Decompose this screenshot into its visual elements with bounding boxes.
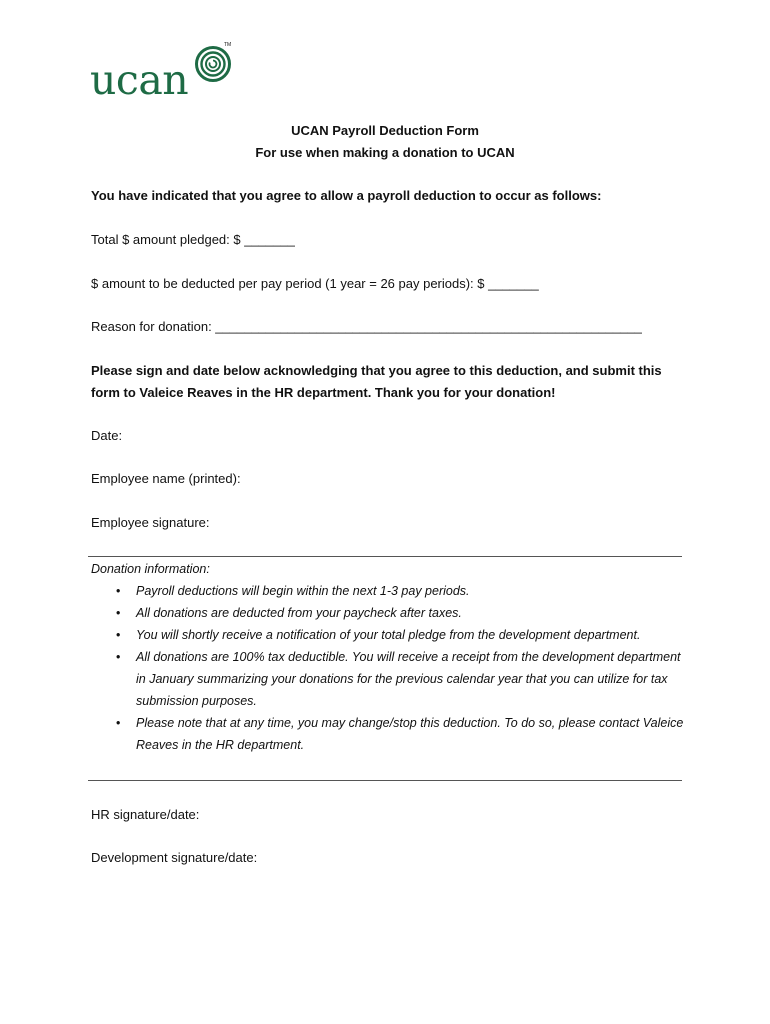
bullet-icon: •	[116, 716, 121, 730]
per-period-amount-field[interactable]: $ amount to be deducted per pay period (1 year = 26 pay periods): $ _______	[91, 276, 539, 291]
divider-top	[88, 556, 682, 557]
form-title: UCAN Payroll Deduction Form	[291, 123, 479, 138]
bullet-icon: •	[116, 650, 121, 664]
list-item: • All donations are 100% tax deductible. You will receive a receipt from the development department in January summarizing your donations for the previous calendar year that you can utilize for tax submission purposes.	[136, 646, 686, 712]
total-pledged-field[interactable]: Total $ amount pledged: $ _______	[91, 232, 295, 247]
list-item: • You will shortly receive a notification of your total pledge from the development department.	[136, 624, 686, 646]
reason-field[interactable]: Reason for donation: ___________________________________________________________	[91, 319, 642, 334]
date-field[interactable]: Date:	[91, 428, 123, 443]
list-item: • All donations are deducted from your paycheck after taxes.	[136, 602, 686, 624]
bullet-icon: •	[116, 606, 121, 620]
hr-signature-field[interactable]: HR signature/date:	[91, 807, 200, 822]
intro-text: You have indicated that you agree to allow a payroll deduction to occur as follows:	[91, 188, 602, 203]
list-item: • Please note that at any time, you may change/stop this deduction. To do so, please contact Valeice Reaves in the HR department.	[136, 712, 686, 756]
employee-signature-field[interactable]: Employee signature:	[91, 515, 210, 530]
bullet-icon: •	[116, 584, 121, 598]
trademark-mark: TM	[224, 42, 232, 48]
logo-wordmark: ucan	[90, 56, 189, 104]
divider-bottom	[88, 780, 682, 781]
spiral-logo-icon	[195, 46, 231, 82]
bullet-icon: •	[116, 628, 121, 642]
development-signature-field[interactable]: Development signature/date:	[91, 850, 258, 865]
list-item: • Payroll deductions will begin within the next 1-3 pay periods.	[136, 580, 686, 602]
sign-instructions: Please sign and date below acknowledging that you agree to this deduction, and submit this form to Valeice Reaves in the HR department. Thank you for your donation!	[91, 363, 662, 400]
donation-info-section	[91, 558, 686, 756]
donation-info-list	[91, 580, 686, 756]
donation-info-heading: Donation information:	[91, 562, 210, 576]
form-subtitle: For use when making a donation to UCAN	[255, 145, 515, 160]
ucan-logo	[90, 42, 240, 108]
employee-name-field[interactable]: Employee name (printed):	[91, 471, 241, 486]
